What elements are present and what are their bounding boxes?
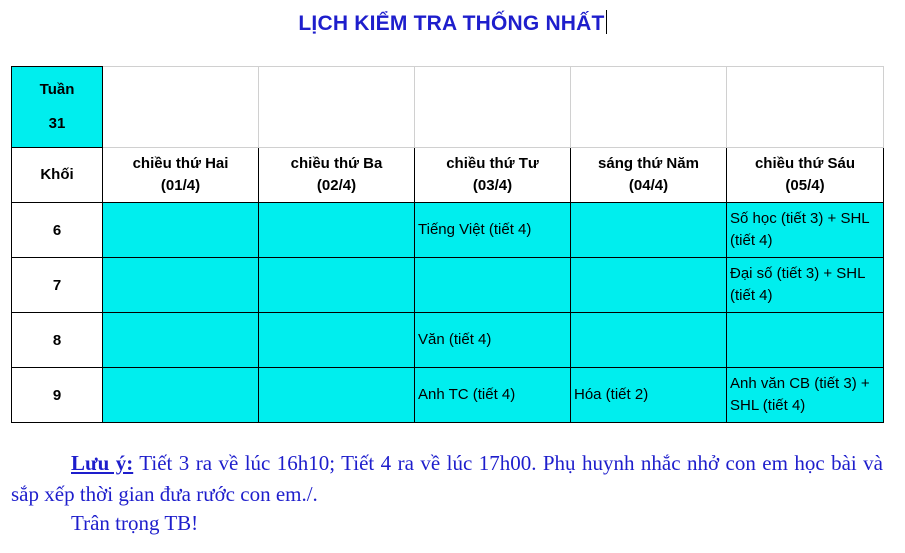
schedule-cell [103, 203, 259, 258]
grade-cell: 6 [12, 203, 103, 258]
exam-schedule-table [11, 66, 884, 423]
day-header-mon [103, 148, 259, 203]
day-date: (01/4) [160, 177, 201, 194]
week-number: 31 [48, 115, 66, 132]
table-row [12, 313, 884, 368]
note-paragraph [11, 448, 883, 510]
blank-cell [103, 67, 259, 148]
schedule-cell: Hóa (tiết 2) [571, 368, 727, 423]
schedule-cell: Anh TC (tiết 4) [415, 368, 571, 423]
schedule-cell [727, 313, 884, 368]
schedule-cell [259, 258, 415, 313]
schedule-cell: Tiếng Việt (tiết 4) [415, 203, 571, 258]
day-name: chiều thứ Tư [446, 155, 539, 172]
table-row [12, 203, 884, 258]
day-name: chiều thứ Ba [290, 155, 383, 172]
day-name: sáng thứ Năm [598, 155, 699, 172]
schedule-cell [103, 258, 259, 313]
day-header-tue [259, 148, 415, 203]
week-row [12, 67, 884, 148]
note-label: Lưu ý: [71, 451, 134, 475]
schedule-cell: Số học (tiết 3) + SHL (tiết 4) [727, 203, 884, 258]
day-date: (04/4) [628, 177, 669, 194]
week-label: Tuần [39, 81, 75, 98]
day-name: chiều thứ Sáu [754, 155, 856, 172]
schedule-cell: Văn (tiết 4) [415, 313, 571, 368]
grade-header: Khối [12, 148, 103, 203]
header-row [12, 148, 884, 203]
schedule-cell: Anh văn CB (tiết 3) + SHL (tiết 4) [727, 368, 884, 423]
grade-cell: 8 [12, 313, 103, 368]
day-header-fri [727, 148, 884, 203]
schedule-cell: Đại số (tiết 3) + SHL (tiết 4) [727, 258, 884, 313]
schedule-cell [571, 203, 727, 258]
blank-cell [571, 67, 727, 148]
schedule-cell [259, 368, 415, 423]
page-title-text: LỊCH KIỂM TRA THỐNG NHẤT [298, 12, 605, 35]
schedule-cell [571, 258, 727, 313]
day-header-wed [415, 148, 571, 203]
table-row [12, 258, 884, 313]
blank-cell [415, 67, 571, 148]
closing-text: Trân trọng TB! [71, 511, 199, 535]
schedule-cell [259, 313, 415, 368]
week-cell [12, 67, 103, 148]
grade-cell: 7 [12, 258, 103, 313]
schedule-cell [415, 258, 571, 313]
table-row [12, 368, 884, 423]
day-name: chiều thứ Hai [132, 155, 229, 172]
day-date: (05/4) [785, 177, 825, 194]
blank-cell [727, 67, 884, 148]
schedule-cell [103, 313, 259, 368]
page-title [0, 10, 905, 36]
day-header-thu [571, 148, 727, 203]
day-date: (03/4) [472, 177, 513, 194]
grade-cell: 9 [12, 368, 103, 423]
note-text: Tiết 3 ra về lúc 16h10; Tiết 4 ra về lúc 17h00. Phụ huynh nhắc nhở con em học bài và sắp xếp thời gian đưa rước con em./. [11, 451, 884, 506]
schedule-cell [571, 313, 727, 368]
text-cursor [606, 10, 607, 34]
day-date: (02/4) [316, 177, 357, 194]
blank-cell [259, 67, 415, 148]
schedule-cell [103, 368, 259, 423]
schedule-cell [259, 203, 415, 258]
